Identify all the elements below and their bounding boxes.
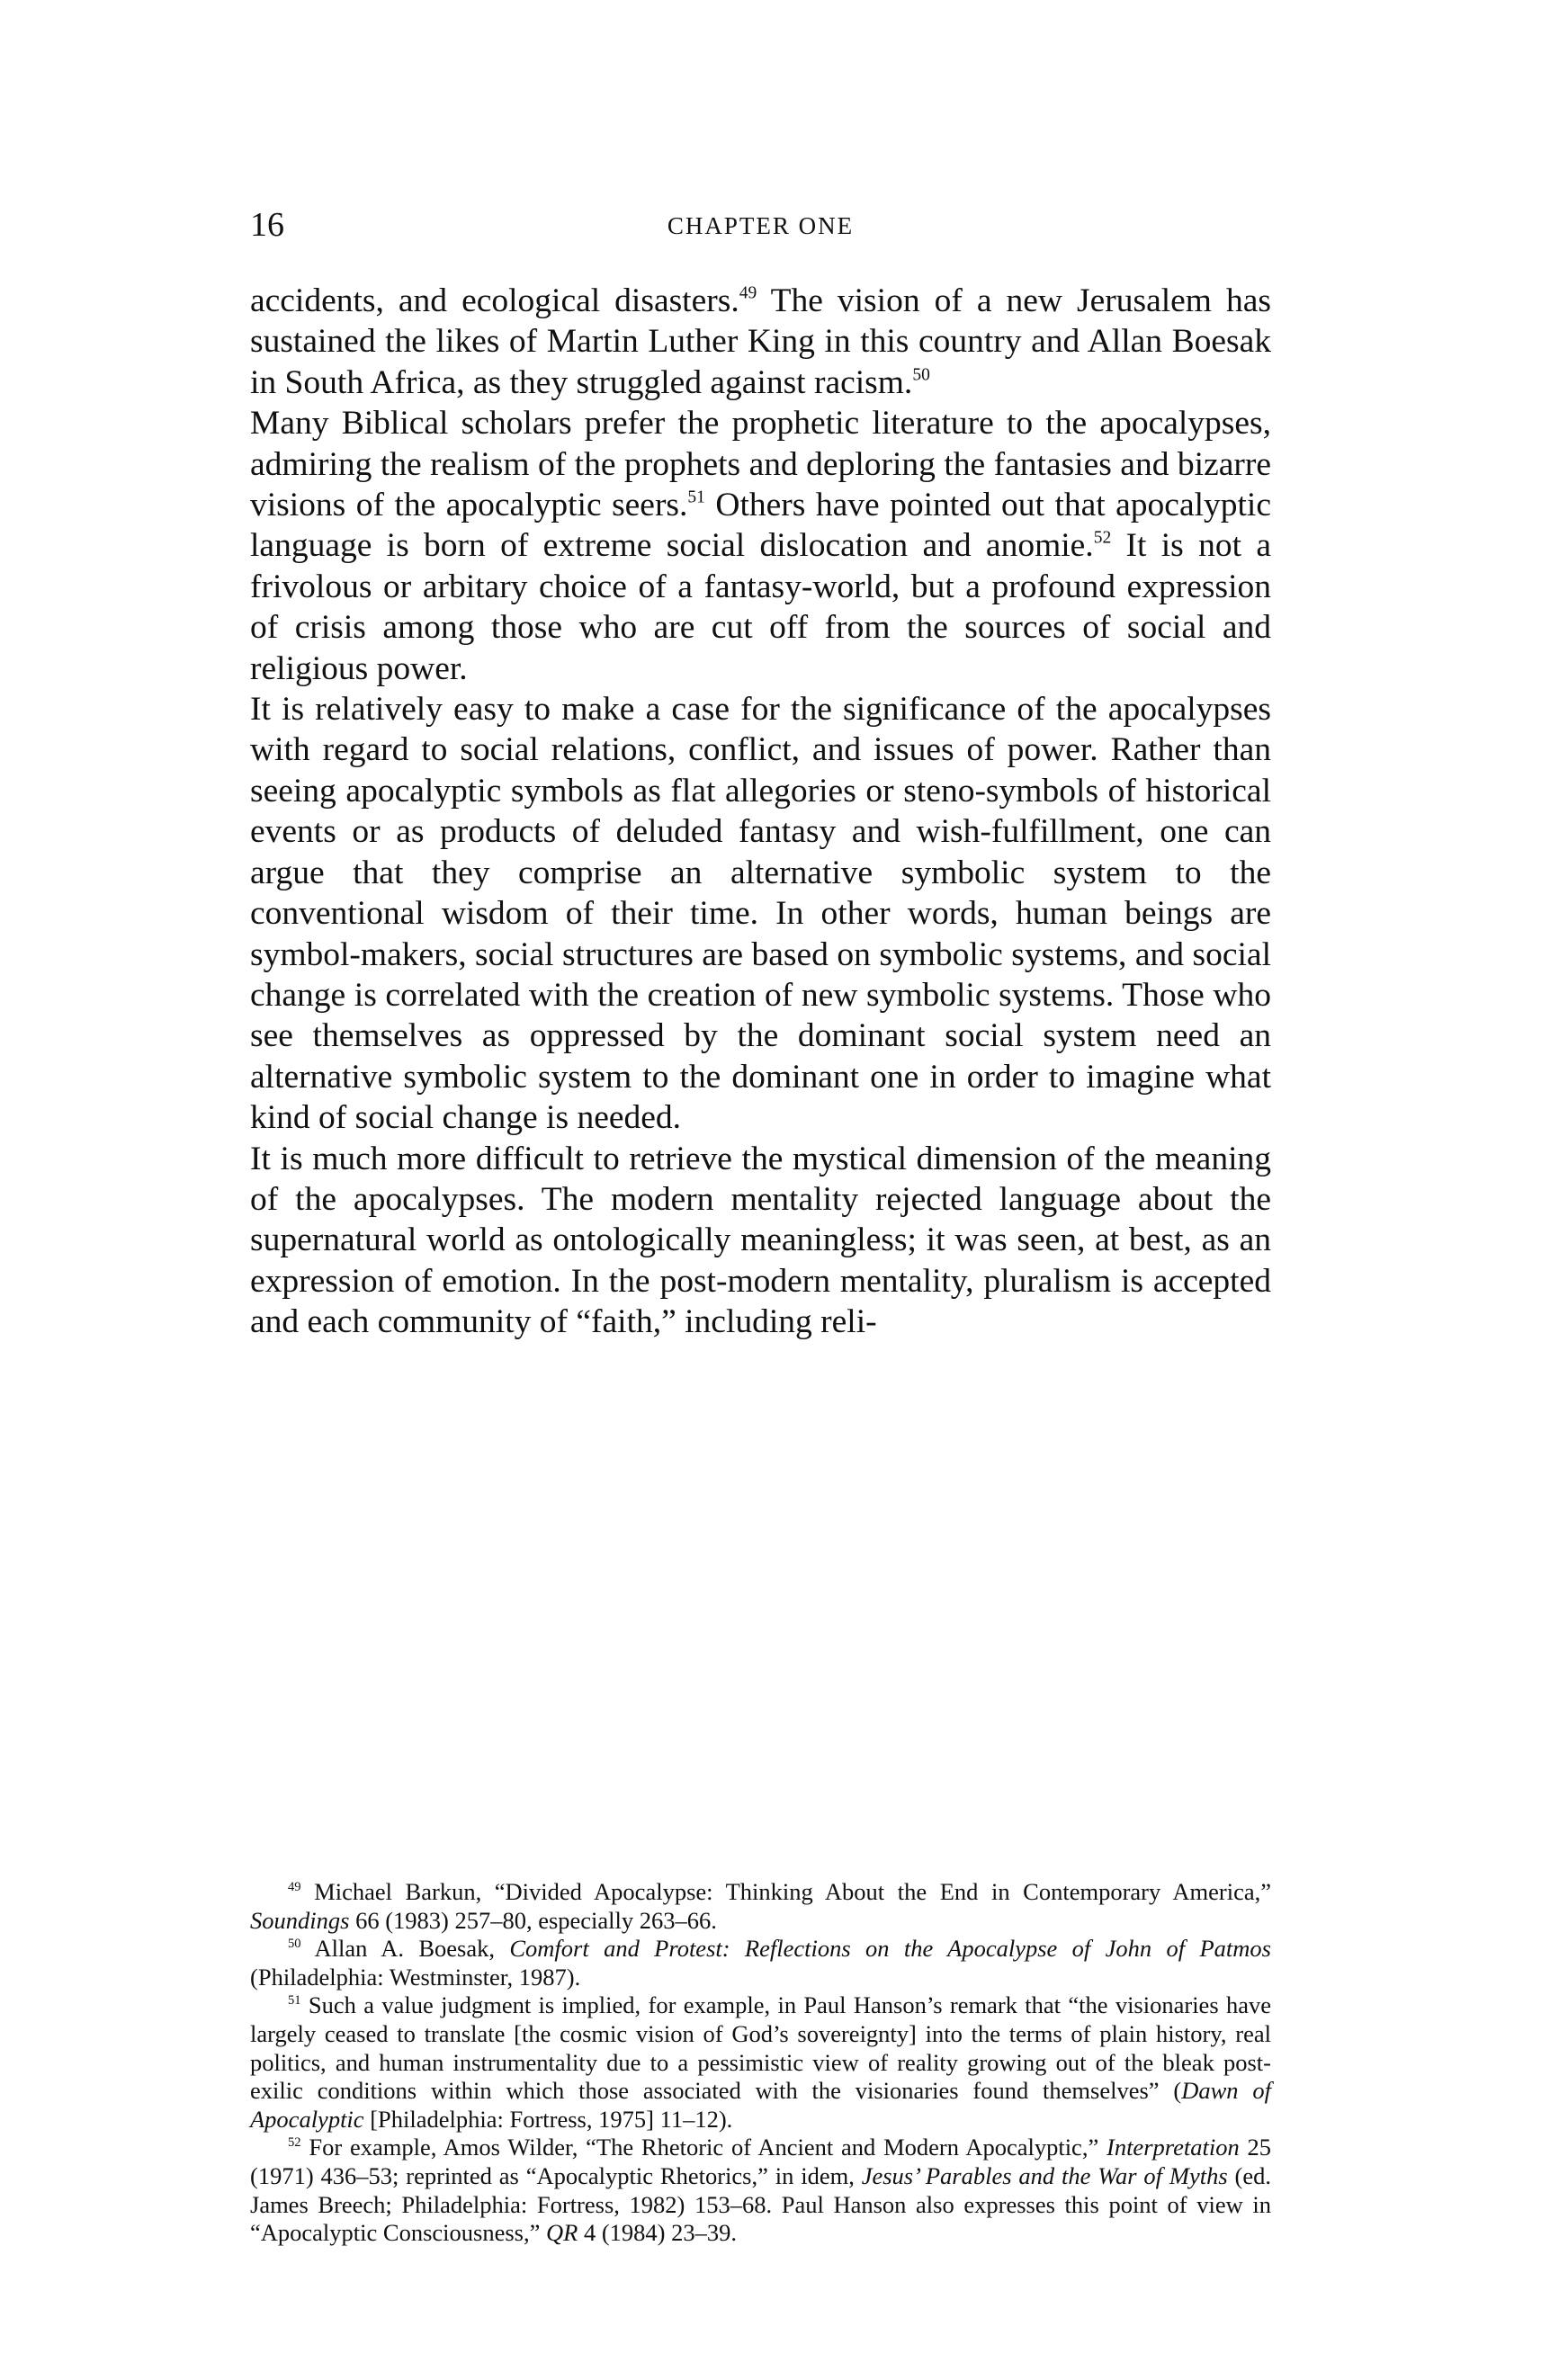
footnote-ref-49: 49 (739, 283, 757, 303)
footnote-49 (250, 1878, 1271, 1935)
journal-title: QR (545, 2219, 578, 2247)
footnote-number: 52 (288, 2135, 301, 2151)
footnote-ref-50: 50 (912, 365, 930, 385)
footnote-51 (250, 1991, 1271, 2134)
text-run: [Philadelphia: Fortress, 1975] 11–12). (363, 2105, 733, 2133)
page-number: 16 (250, 206, 284, 244)
footnote-50 (250, 1935, 1271, 1991)
footnote-ref-51: 51 (687, 488, 705, 507)
text-run: accidents, and ecological disasters. (250, 282, 739, 319)
text-run: Such a value judgment is implied, for example, in Paul Hanson’s remark that “the visionaries have largely ceased to translate [the cosmic vision of God’s sovereignty] into the terms of plain history, real politics, and human instrumentality due to a pessimistic view of reality growing out of the bleak post-exilic conditions within which those associated with the visionaries found themselves” ( (250, 1991, 1271, 2105)
journal-title: Soundings (250, 1906, 350, 1934)
book-title: Dawn of Apocalyptic (250, 2077, 1271, 2133)
text-run: For example, Amos Wilder, “The Rhetoric of Ancient and Modern Apocalyptic,” (300, 2134, 1106, 2161)
paragraph-continued (250, 281, 1271, 403)
paragraph: It is much more difficult to retrieve the mystical dimension of the meaning of the apocalypses. The modern mentality rejected language about the supernatural world as ontologically meaningless; it was seen, at best, as an expression of emotion. In the post-modern mentality, pluralism is accepted and each community of “faith,” including reli- (250, 1140, 1271, 1341)
text-run: (Philadelphia: Westminster, 1987). (250, 1963, 581, 1991)
text-run: (ed. James Breech; Philadelphia: Fortress, 1982) 153–68. Paul Hanson also expresses this point of view in “Apocalyptic Consciousness,” (250, 2161, 1271, 2247)
footnote-number: 49 (288, 1879, 301, 1894)
running-head (250, 205, 1271, 250)
journal-title: Interpretation (1106, 2134, 1240, 2161)
paragraph (250, 403, 1271, 689)
book-title: Comfort and Protest: Reflections on the Apocalypse of John of Patmos (509, 1935, 1271, 1963)
text-run: 4 (1984) 23–39. (578, 2219, 737, 2247)
text-run: 66 (1983) 257–80, especially 263–66. (349, 1906, 717, 1934)
footnotes (250, 1878, 1271, 2248)
footnote-number: 51 (288, 1993, 301, 2009)
book-title: Jesus’ Parables and the War of Myths (861, 2161, 1228, 2189)
footnote-number: 50 (288, 1937, 301, 1951)
text-run: The vision of a new Jerusalem has sustained the likes of Martin Luther King in this country and Allan Boesak in South Africa, as they struggled against racism. (250, 282, 1271, 401)
footnote-ref-52: 52 (1093, 528, 1112, 548)
text-run: Michael Barkun, “Divided Apocalypse: Thinking About the End in Contemporary America,” (300, 1878, 1271, 1905)
paragraph: It is relatively easy to make a case for the significance of the apocalypses with regard to social relations, conflict, and issues of power. Rather than seeing apocalyptic symbols as flat allegories or steno-symbols of historical events or as products of deluded fantasy and wish-fulfillment, one can argue that they comprise an alternative symbolic system to the conventional wisdom of their time. In other words, human beings are symbol-makers, social structures are based on symbolic systems, and social change is correlated with the creation of new symbolic systems. Those who see themselves as oppressed by the dominant social system need an alternative symbolic system to the dominant one in order to imagine what kind of social change is needed. (250, 691, 1271, 1137)
body-text (250, 281, 1271, 1343)
text-run: 25 (1971) 436–53; reprinted as “Apocalyptic Rhetorics,” in idem, (250, 2134, 1271, 2189)
footnote-52 (250, 2134, 1271, 2247)
text-run: Many Biblical scholars prefer the prophetic literature to the apocalypses, admiring the realism of the prophets and deploring the fantasies and bizarre visions of the apocalyptic seers. (250, 405, 1271, 524)
text-run: It is not a frivolous or arbitary choice of a fantasy-world, but a profound expression of crisis among those who are cut off from the sources of social and religious power. (250, 527, 1271, 687)
text-run: Allan A. Boesak, (300, 1935, 510, 1963)
text-run: Others have pointed out that apocalyptic language is born of extreme social dislocation and anomie. (250, 487, 1271, 565)
chapter-title: CHAPTER ONE (667, 212, 855, 239)
